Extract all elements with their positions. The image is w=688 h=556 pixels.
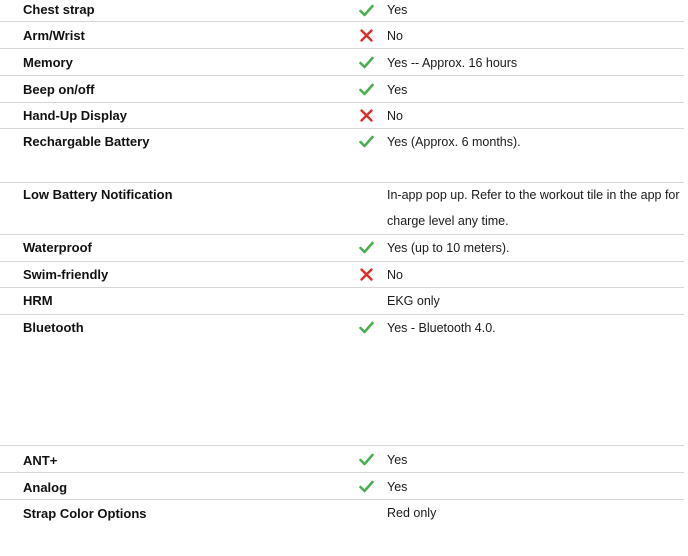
check-icon: [359, 55, 374, 70]
table-row: [0, 76, 684, 103]
row-value: No: [387, 29, 403, 43]
table-row: [0, 103, 684, 129]
check-icon: [359, 240, 374, 255]
check-icon: [359, 3, 374, 18]
table-row: [0, 446, 684, 473]
row-label: Analog: [23, 480, 68, 495]
table-row: [0, 315, 684, 446]
check-icon: [359, 479, 374, 494]
table-row: [0, 288, 684, 315]
row-value: EKG only: [387, 294, 440, 308]
row-label: Low Battery Notification: [23, 187, 173, 202]
table-row: [0, 235, 684, 262]
table-row: [0, 129, 684, 183]
row-value: No: [387, 109, 403, 123]
row-value: Yes: [387, 480, 408, 494]
table-row: [0, 49, 684, 76]
table-row: [0, 22, 684, 49]
table-row: [0, 500, 684, 530]
row-label: ANT+: [23, 453, 58, 468]
cross-icon: [359, 267, 374, 282]
row-label: Waterproof: [23, 240, 92, 255]
check-icon: [359, 82, 374, 97]
row-value: Yes: [387, 3, 408, 17]
row-label: Swim-friendly: [23, 267, 109, 282]
cross-icon: [359, 108, 374, 123]
table-row: [0, 0, 684, 22]
row-label: HRM: [23, 293, 53, 308]
row-label: Bluetooth: [23, 320, 84, 335]
row-value: Yes: [387, 453, 408, 467]
table-row: [0, 262, 684, 288]
check-icon: [359, 452, 374, 467]
check-icon: [359, 134, 374, 149]
row-value: Yes - Bluetooth 4.0.: [387, 321, 496, 335]
table-row: [0, 183, 684, 235]
row-value: Yes (Approx. 6 months).: [387, 135, 521, 149]
cross-icon: [359, 28, 374, 43]
row-value: Red only: [387, 506, 437, 520]
row-value: Yes (up to 10 meters).: [387, 241, 510, 255]
row-label: Chest strap: [23, 2, 95, 17]
row-label: Hand-Up Display: [23, 108, 128, 123]
check-icon: [359, 320, 374, 335]
row-label: Strap Color Options: [23, 506, 147, 521]
row-label: Rechargable Battery: [23, 134, 150, 149]
row-label: Arm/Wrist: [23, 28, 85, 43]
row-value: In-app pop up. Refer to the workout tile in the app for: [387, 188, 680, 202]
table-row: [0, 473, 684, 500]
row-label: Memory: [23, 55, 73, 70]
row-value-line2: charge level any time.: [387, 214, 509, 228]
row-label: Beep on/off: [23, 82, 95, 97]
row-value: Yes -- Approx. 16 hours: [387, 56, 518, 70]
row-value: No: [387, 268, 403, 282]
row-value: Yes: [387, 83, 408, 97]
